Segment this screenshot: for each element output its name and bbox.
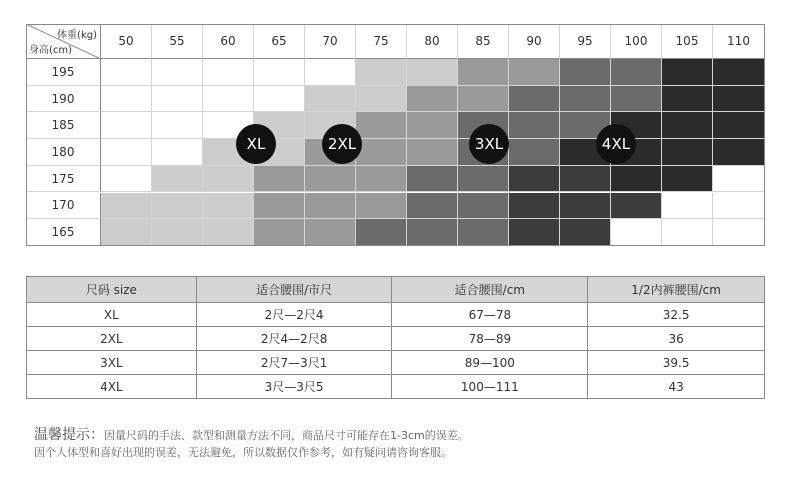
- size-cell-shade: [713, 112, 765, 139]
- size-cell-shade: [509, 193, 560, 220]
- size-cell-shade: [152, 193, 203, 220]
- size-cell-shade: [356, 139, 407, 166]
- tips-text-1: 因量尺码的手法、款型和测量方法不同，商品尺寸可能存在1-3cm的误差。: [104, 429, 469, 442]
- size-cell-shade: [254, 59, 305, 86]
- corner-height-label: 身高(cm): [29, 45, 73, 56]
- size-cell-shade: [458, 219, 509, 246]
- table-row: [27, 327, 765, 351]
- size-cell-shade: [101, 86, 152, 113]
- weight-header: 55: [152, 24, 203, 59]
- size-cell-shade: [509, 86, 560, 113]
- size-cell-shade: [203, 219, 254, 246]
- size-table: [26, 276, 765, 399]
- corner-weight-label: 体重(kg): [57, 30, 97, 41]
- size-cell-shade: [560, 59, 611, 86]
- size-cell-shade: [713, 86, 765, 113]
- size-cell-shade: [356, 219, 407, 246]
- size-cell-shade: [662, 112, 713, 139]
- size-cell-shade: [152, 219, 203, 246]
- size-badge: 4XL: [596, 124, 636, 164]
- size-cell-shade: [458, 193, 509, 220]
- size-cell-shade: [509, 112, 560, 139]
- size-cell-shade: [305, 59, 356, 86]
- header-waist-shichi: 适合腰围/市尺: [196, 277, 392, 303]
- size-cell-shade: [611, 86, 662, 113]
- weight-header: 60: [203, 24, 254, 59]
- tips-line-2: 因个人体型和喜好出现的误差，无法避免，所以数据仅作参考，如有疑问请咨询客服。: [34, 446, 452, 459]
- size-cell-shade: [407, 193, 458, 220]
- size-cell-shade: [254, 86, 305, 113]
- weight-header: 50: [101, 24, 152, 59]
- size-cell-shade: [356, 86, 407, 113]
- size-cell-shade: [407, 139, 458, 166]
- waist-shichi-cell: 2尺7—3尺1: [196, 351, 392, 375]
- size-cell-shade: [713, 193, 765, 220]
- size-cell-shade: [509, 219, 560, 246]
- height-header: 175: [26, 166, 101, 193]
- size-chart: [26, 24, 765, 246]
- size-cell-shade: [356, 166, 407, 193]
- height-header: 195: [26, 59, 101, 86]
- size-cell-shade: [356, 112, 407, 139]
- size-cell-shade: [662, 193, 713, 220]
- size-cell: XL: [27, 303, 197, 327]
- weight-header: 110: [713, 24, 765, 59]
- waist-cm-cell: 67—78: [392, 303, 588, 327]
- size-cell-shade: [713, 59, 765, 86]
- tips-line-1: [34, 426, 469, 444]
- tips: [34, 426, 469, 462]
- size-cell-shade: [560, 219, 611, 246]
- size-cell-shade: [305, 166, 356, 193]
- size-cell-shade: [662, 59, 713, 86]
- size-badge: XL: [236, 124, 276, 164]
- weight-header: 90: [509, 24, 560, 59]
- size-cell-shade: [560, 166, 611, 193]
- size-cell-shade: [662, 219, 713, 246]
- size-cell-shade: [560, 86, 611, 113]
- size-cell-shade: [203, 86, 254, 113]
- size-cell-shade: [611, 59, 662, 86]
- weight-header: 70: [305, 24, 356, 59]
- weight-header: 80: [407, 24, 458, 59]
- weight-header: 105: [662, 24, 713, 59]
- half-waist-cell: 32.5: [588, 303, 765, 327]
- waist-shichi-cell: 2尺4—2尺8: [196, 327, 392, 351]
- size-cell-shade: [152, 139, 203, 166]
- size-badge: 3XL: [469, 124, 509, 164]
- size-cell-shade: [611, 219, 662, 246]
- size-cell-shade: [101, 166, 152, 193]
- chart-corner: [26, 24, 101, 59]
- size-cell-shade: [101, 219, 152, 246]
- size-cell-shade: [713, 139, 765, 166]
- size-cell-shade: [611, 193, 662, 220]
- waist-cm-cell: 89—100: [392, 351, 588, 375]
- size-cell-shade: [356, 59, 407, 86]
- half-waist-cell: 43: [588, 375, 765, 399]
- size-cell-shade: [254, 219, 305, 246]
- size-cell-shade: [305, 219, 356, 246]
- table-row: [27, 375, 765, 399]
- size-cell-shade: [458, 86, 509, 113]
- size-cell-shade: [152, 59, 203, 86]
- size-cell-shade: [305, 86, 356, 113]
- waist-shichi-cell: 2尺—2尺4: [196, 303, 392, 327]
- size-cell-shade: [509, 166, 560, 193]
- size-cell-shade: [662, 166, 713, 193]
- size-cell-shade: [407, 59, 458, 86]
- size-cell-shade: [101, 139, 152, 166]
- height-header: 190: [26, 86, 101, 113]
- tips-lead: 温馨提示：: [34, 427, 104, 443]
- size-cell-shade: [101, 59, 152, 86]
- weight-header: 100: [611, 24, 662, 59]
- size-cell-shade: [509, 59, 560, 86]
- height-header: 170: [26, 193, 101, 220]
- size-cell-shade: [407, 219, 458, 246]
- height-header: 185: [26, 112, 101, 139]
- size-cell-shade: [662, 139, 713, 166]
- table-row: [27, 303, 765, 327]
- size-cell-shade: [152, 86, 203, 113]
- size-cell: 2XL: [27, 327, 197, 351]
- size-cell-shade: [203, 193, 254, 220]
- size-cell-shade: [407, 112, 458, 139]
- size-cell-shade: [203, 59, 254, 86]
- weight-header: 95: [560, 24, 611, 59]
- half-waist-cell: 39.5: [588, 351, 765, 375]
- header-half-waist: 1/2内裤腰围/cm: [588, 277, 765, 303]
- size-cell-shade: [662, 86, 713, 113]
- size-cell-shade: [611, 166, 662, 193]
- size-cell-shade: [407, 86, 458, 113]
- size-cell-shade: [560, 193, 611, 220]
- size-cell-shade: [254, 166, 305, 193]
- size-cell-shade: [101, 112, 152, 139]
- size-cell: 4XL: [27, 375, 197, 399]
- size-cell-shade: [101, 193, 152, 220]
- size-cell-shade: [713, 166, 765, 193]
- size-cell-shade: [152, 112, 203, 139]
- height-header: 165: [26, 219, 101, 246]
- header-waist-cm: 适合腰围/cm: [392, 277, 588, 303]
- size-table-header-row: [27, 277, 765, 303]
- header-size: 尺码 size: [27, 277, 197, 303]
- size-cell-shade: [305, 193, 356, 220]
- size-cell-shade: [458, 166, 509, 193]
- size-cell-shade: [458, 59, 509, 86]
- waist-cm-cell: 100—111: [392, 375, 588, 399]
- size-badge: 2XL: [322, 124, 362, 164]
- size-cell: 3XL: [27, 351, 197, 375]
- height-header: 180: [26, 139, 101, 166]
- size-cell-shade: [509, 139, 560, 166]
- weight-header: 85: [458, 24, 509, 59]
- size-cell-shade: [152, 166, 203, 193]
- size-cell-shade: [203, 166, 254, 193]
- size-cell-shade: [356, 193, 407, 220]
- waist-shichi-cell: 3尺—3尺5: [196, 375, 392, 399]
- half-waist-cell: 36: [588, 327, 765, 351]
- size-cell-shade: [254, 193, 305, 220]
- table-row: [27, 351, 765, 375]
- weight-header: 65: [254, 24, 305, 59]
- waist-cm-cell: 78—89: [392, 327, 588, 351]
- size-cell-shade: [713, 219, 765, 246]
- weight-header: 75: [356, 24, 407, 59]
- size-cell-shade: [407, 166, 458, 193]
